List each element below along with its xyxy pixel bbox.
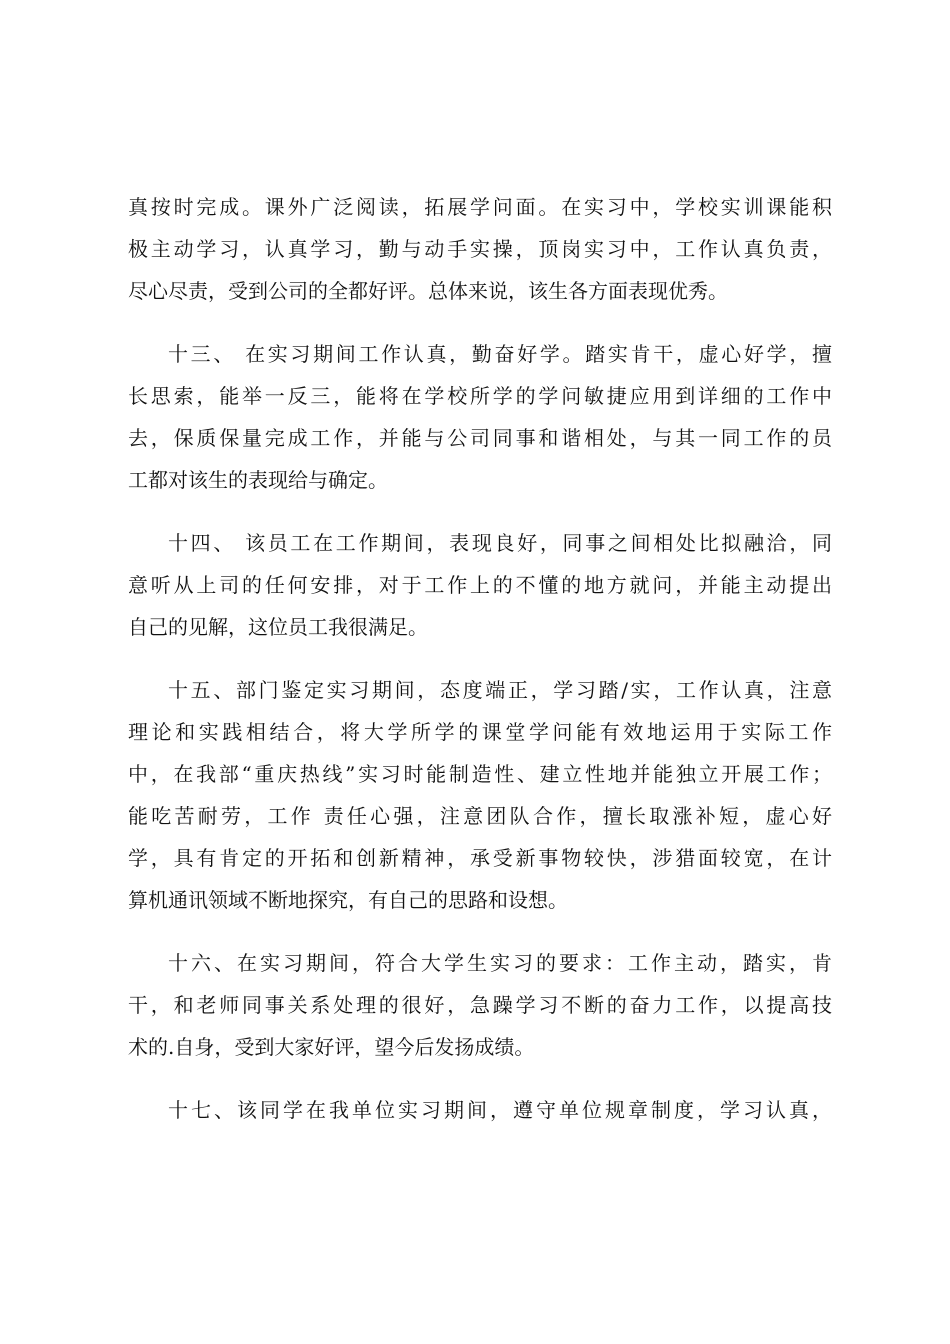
paragraph-14	[128, 522, 832, 648]
text-line: 十三、 在实习期间工作认真，勤奋好学。踏实肯干，虚心好学，擅	[168, 342, 832, 366]
text-line: 中，在我部“重庆热线”实习时能制造性、建立性地并能独立开展工作；	[128, 762, 832, 786]
text-line: 十五、部门鉴定实习期间，态度端正，学习踏/实，工作认真，注意	[168, 678, 832, 702]
text-line: 学，具有肯定的开拓和创新精神，承受新事物较快，涉猎面较宽，在计	[128, 846, 832, 870]
text-line: 意听从上司的任何安排，对于工作上的不懂的地方就问，并能主动提出	[128, 573, 832, 597]
text-line: 十七、该同学在我单位实习期间，遵守单位规章制度，学习认真，	[168, 1098, 832, 1122]
paragraph-spacer	[128, 921, 832, 942]
text-line: 极主动学习，认真学习，勤与动手实操，顶岗实习中，工作认真负责，	[128, 237, 832, 261]
text-line: 长思索，能举一反三，能将在学校所学的学问敏捷应用到详细的工作中	[128, 384, 832, 408]
text-line: 算机通讯领域不断地探究，有自己的思路和设想。	[128, 888, 568, 912]
paragraph-continuation	[128, 186, 832, 312]
paragraph-spacer	[128, 1068, 832, 1089]
text-line: 能吃苦耐劳，工作 责任心强，注意团队合作，擅长取涨补短，虚心好	[128, 804, 832, 828]
text-line: 理论和实践相结合，将大学所学的课堂学问能有效地运用于实际工作	[128, 720, 832, 744]
text-line: 术的.自身，受到大家好评，望今后发扬成绩。	[128, 1035, 535, 1059]
text-line: 真按时完成。课外广泛阅读，拓展学问面。在实习中，学校实训课能积	[128, 195, 832, 219]
document-body	[128, 186, 832, 1131]
paragraph-15	[128, 669, 832, 921]
paragraph-17	[128, 1089, 832, 1131]
paragraph-16	[128, 942, 832, 1068]
paragraph-spacer	[128, 501, 832, 522]
text-line: 十六、在实习期间，符合大学生实习的要求：工作主动，踏实，肯	[168, 951, 832, 975]
text-line: 自己的见解，这位员工我很满足。	[128, 615, 428, 639]
text-line: 工都对该生的表现给与确定。	[128, 468, 388, 492]
paragraph-spacer	[128, 312, 832, 333]
text-line: 尽心尽责，受到公司的全都好评。总体来说，该生各方面表现优秀。	[128, 279, 728, 303]
text-line: 干，和老师同事关系处理的很好，急躁学习不断的奋力工作，以提高技	[128, 993, 832, 1017]
text-line: 去，保质保量完成工作，并能与公司同事和谐相处，与其一同工作的员	[128, 426, 832, 450]
paragraph-13	[128, 333, 832, 501]
paragraph-spacer	[128, 648, 832, 669]
text-line: 十四、 该员工在工作期间，表现良好，同事之间相处比拟融洽，同	[168, 531, 832, 555]
